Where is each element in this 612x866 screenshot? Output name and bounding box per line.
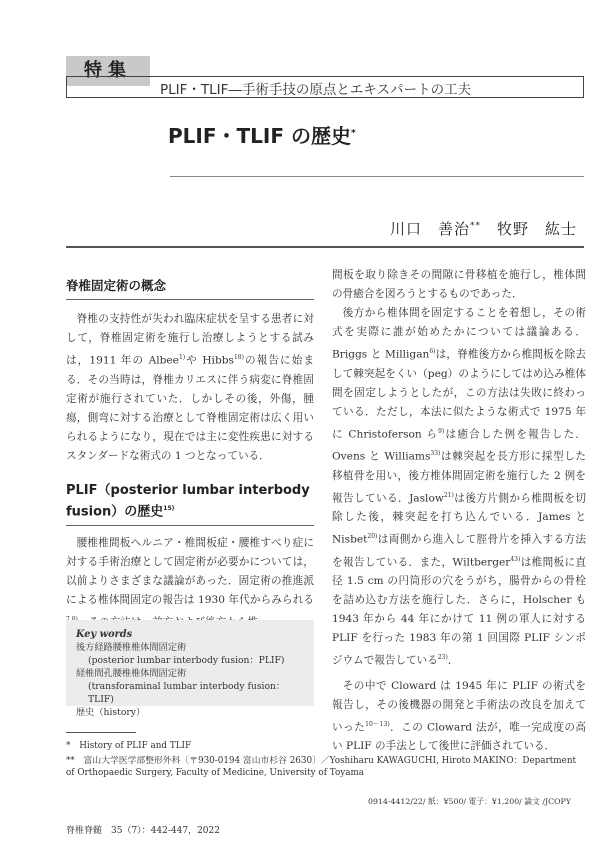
price-line: 0914-4412/22/ 紙：¥500/ 電子：¥1,200/ 論文 /JCOPY [368,797,571,806]
keyword-item: 後方経路腰椎椎体間固定術 [76,642,187,653]
authors [390,218,577,239]
keywords-box [66,620,314,718]
feature-label: 特集 [66,56,150,86]
header-rule [66,246,584,248]
title-rule [170,176,584,177]
column-right [332,266,586,756]
author-2: 牧野 紘士 [497,220,578,238]
footnotes [66,740,586,782]
keywords-title: Key words [76,629,133,640]
article-title-text: PLIF・TLIF の歴史 [168,124,351,148]
keyword-item: 経椎間孔腰椎椎体間固定術 [76,668,187,679]
section-heading-plif-history: PLIF（posterior lumbar interbody fusion）の歴史$^{15)}$ [66,482,310,519]
section-heading-rule-2 [66,525,314,526]
keyword-item: (transforaminal lumbar interbody fusion：TLIF) [88,681,286,705]
keyword-item: 歴史（history） [76,707,146,718]
section-heading-concept: 脊椎固定術の概念 [66,278,167,293]
footnote-rule [66,732,136,733]
author-1: 川口 善治 [390,220,471,238]
paragraph-posterior-history: 後方から椎体間を固定することを着想し，その術式を実際に誰が始めたかについては議論ある．Briggs と Milligan$^{6)}$は，脊椎後方から椎間板を除去して棘突起をくい（peg）のようにしてはめ込み椎体間を固定しようとしたが，この方法は失敗に終わっている．ただし，本法に似たような術式で 1975 年に Christoferson ら$^{9)}$は癒合した例を報告した．Ovens と Williams$^{33)}$は棘突起を長方形に採型した移植骨を用い，後方椎体間固定術を施行した 2 例を報告している．Jaslow$^{21)}$は後方片側から椎間板を切除した後，棘突起を打ち込んでいる．James と Nisbet$^{20)}$は両側から進入して脛骨片を挿入する方法を報告している．また，Wiltberger$^{43)}$は椎間板に直径 1.5 cm の円筒形の穴をうがち，腸骨からの骨栓を詰め込む方法を施行した．さらに，Holscher も 1943 年から 44 年にかけて 11 例の軍人に対する PLIF を行った 1983 年の第 1 回国際 PLIF シンポジウムで報告している$^{23)}$． [332,307,587,667]
title-footnote-marker: * [350,128,356,139]
keyword-item: (posterior lumbar interbody fusion：PLIF) [88,655,285,666]
paragraph-plif-history: 腰椎椎間板ヘルニア・椎間板症・腰椎すべり症に対する手術治療として固定術が必要かについては，以前よりさまざまな議論があった．固定術の推進派による椎体間固定の報告は 1930 年代からみられる [66,536,314,606]
article-title [168,120,356,149]
section-heading-rule [66,299,314,300]
footnote-2: ** 富山大学医学部整形外科〔〒930-0194 富山市杉谷 2630〕／Yoshiharu KAWAGUCHI, Hiroto MAKINO：Department of Orthopaedic Surgery, Faculty of Medicine, University of Toyama [66,756,577,778]
paragraph-continued: 間板を取り除きその間隙に骨移植を施行し，椎体間の骨癒合を図ろうとするものであった． [332,269,586,300]
journal-citation: 脊椎脊髄 35（7）：442-447，2022 [66,826,220,836]
author-footnote-marker: ** [470,221,482,231]
paragraph-cloward: その中で Cloward は 1945 年に PLIF の術式を報告し，その後機器の開発と手術法の改良を加えていった$^{10〜13)}$．この Cloward 法が，唯一完成度の高い PLIF の手法として後世に評価されている． [332,679,586,753]
footnote-1: * History of PLIF and TLIF [66,741,192,751]
series-title: PLIF・TLIF―手術手技の原点とエキスパートの工夫 [160,82,472,98]
column-left [66,276,314,632]
paragraph-concept: 脊椎の支持性が失われ臨床症状を呈する患者に対して，脊椎固定術を施行し治療しようとする試みは，1911 年の Albee$^{1)}$や Hibbs$^{18)}$の報告に始まる．その当時は，脊椎カリエスに伴う病変に脊椎固定術が施行されていた．しかしその後，外傷，腫瘍，側弯に対する治療として脊椎固定術は広く用いられるようになり，現在では主に変性疾患に対するスタンダードな術式の 1 つとなっている． [66,313,314,462]
